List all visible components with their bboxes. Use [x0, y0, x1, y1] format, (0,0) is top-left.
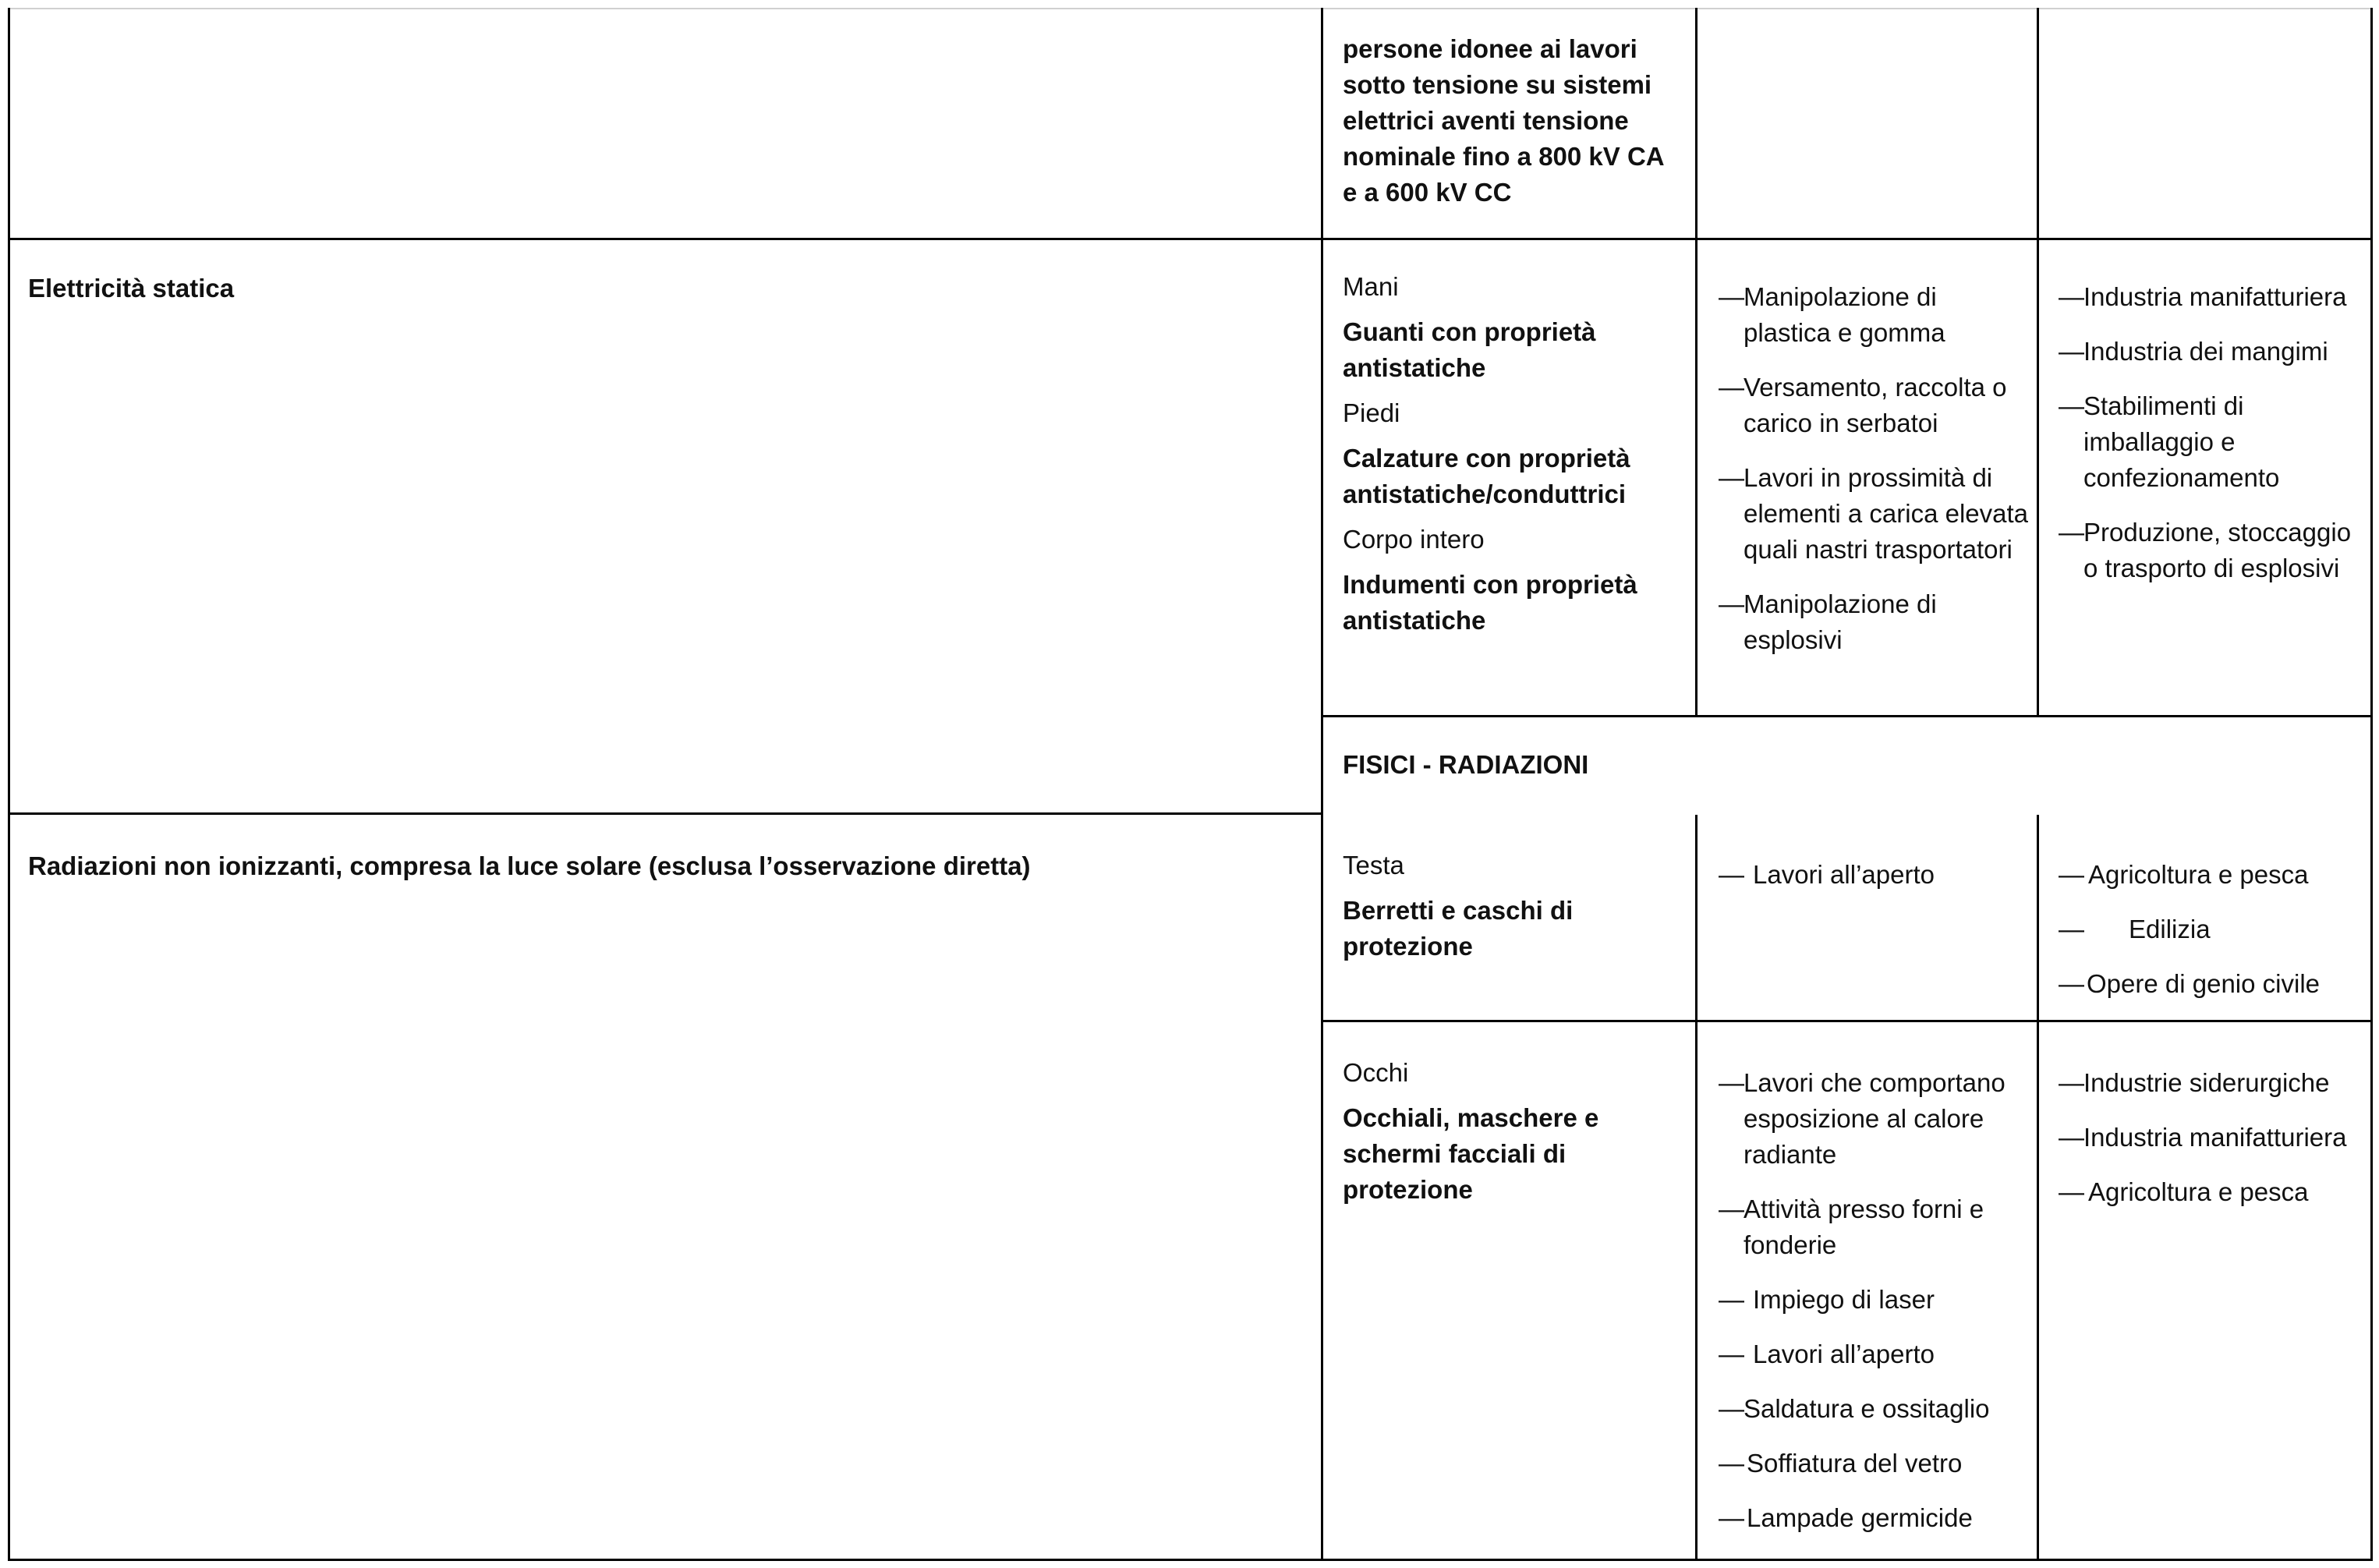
sectors-cell-eyes — [2059, 1065, 2367, 1229]
dpi-item-helmets: Berretti e caschi di protezione — [1343, 896, 1574, 961]
dpi-continuation-text: persone idonee ai lavori sotto tensione su sistemi elettrici aventi tensione nominale fino a 800 kV CA e a 600 kV CC — [1343, 34, 1664, 207]
dpi-area-body: Corpo intero — [1343, 525, 1485, 554]
dpi-cell-continuation — [1343, 31, 1678, 211]
list-item: — Versamento, raccolta o carico in serbatoi — [1719, 370, 2030, 441]
list-item: — Industrie siderurgiche — [2059, 1065, 2367, 1101]
dpi-area-hands: Mani — [1343, 272, 1399, 301]
grid-line — [2037, 815, 2039, 1561]
list-item: — Agricoltura e pesca — [2059, 1174, 2367, 1210]
dpi-item-gloves: Guanti con proprietà antistatiche — [1343, 317, 1596, 382]
list-item: — Lavori all’aperto — [1719, 857, 2030, 893]
section-header — [1343, 747, 2356, 783]
list-item: — Industria manifatturiera — [2059, 1120, 2367, 1156]
list-item: — Opere di genio civile — [2059, 966, 2367, 1002]
activities-cell-static — [1719, 279, 2030, 677]
list-item: — Lampade germicide — [1719, 1500, 2034, 1536]
list-item: — Soffiatura del vetro — [1719, 1446, 2034, 1481]
grid-line — [2370, 8, 2373, 1561]
hazard-static: Elettricità statica — [28, 274, 235, 303]
grid-line — [8, 812, 1323, 815]
grid-line — [8, 8, 10, 1561]
dpi-cell-static — [1343, 269, 1678, 639]
list-item: — Stabilimenti di imballaggio e confezionamento — [2059, 388, 2367, 496]
hazard-radiation: Radiazioni non ionizzanti, compresa la luce solare (esclusa l’osservazione diretta) — [28, 851, 1031, 880]
dpi-area-eyes: Occhi — [1343, 1058, 1409, 1087]
list-item: — Attività presso forni e fonderie — [1719, 1191, 2034, 1263]
list-item: — Manipolazione di plastica e gomma — [1719, 279, 2030, 351]
dpi-area-head: Testa — [1343, 851, 1404, 880]
activities-cell-head — [1719, 857, 2030, 911]
dpi-item-eyewear: Occhiali, maschere e schermi facciali di protezione — [1343, 1103, 1599, 1204]
list-item: — Lavori all’aperto — [1719, 1336, 2034, 1372]
hazard-cell-radiation — [28, 848, 1291, 884]
grid-line — [8, 238, 2373, 240]
section-header-text: FISICI - RADIAZIONI — [1343, 750, 1589, 779]
dpi-area-feet: Piedi — [1343, 398, 1400, 427]
list-item: — Lavori che comportano esposizione al calore radiante — [1719, 1065, 2034, 1173]
grid-line — [1695, 815, 1698, 1561]
list-item: — Industria manifatturiera — [2059, 279, 2367, 315]
dpi-item-garments: Indumenti con proprietà antistatiche — [1343, 570, 1637, 635]
grid-line — [2037, 8, 2039, 717]
page-top-edge — [8, 8, 2370, 9]
activities-cell-eyes — [1719, 1065, 2034, 1555]
dpi-cell-head — [1343, 848, 1678, 965]
sectors-cell-static — [2059, 279, 2367, 605]
list-item: — Industria dei mangimi — [2059, 334, 2367, 370]
grid-line — [1321, 715, 2373, 717]
grid-line — [8, 1559, 2373, 1561]
list-item: — Impiego di laser — [1719, 1282, 2034, 1318]
list-item: — Agricoltura e pesca — [2059, 857, 2367, 893]
dpi-cell-eyes — [1343, 1055, 1678, 1208]
list-item: — Edilizia — [2059, 911, 2367, 947]
list-item: — Produzione, stoccaggio o trasporto di esplosivi — [2059, 515, 2367, 586]
list-item: — Manipolazione di esplosivi — [1719, 586, 2030, 658]
dpi-item-footwear: Calzature con proprietà antistatiche/conduttrici — [1343, 444, 1630, 508]
grid-line — [1321, 8, 1323, 1561]
list-item: — Saldatura e ossitaglio — [1719, 1391, 2034, 1427]
hazard-cell-static — [28, 271, 1291, 306]
sectors-cell-head — [2059, 857, 2367, 1021]
grid-line — [1695, 8, 1698, 717]
list-item: — Lavori in prossimità di elementi a carica elevata quali nastri trasportatori — [1719, 460, 2030, 568]
